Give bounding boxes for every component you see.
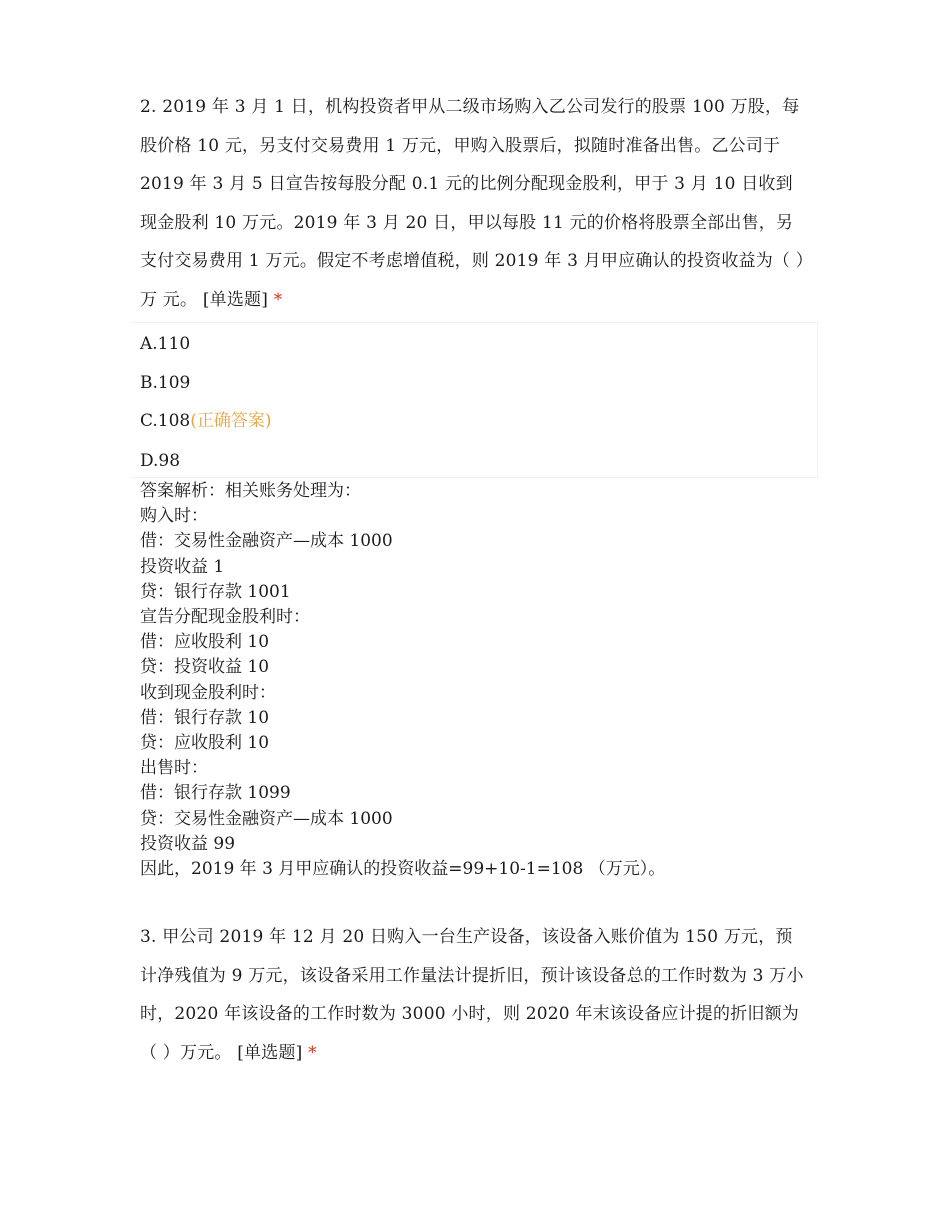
analysis-line: 贷：交易性金融资产—成本 1000 [140, 808, 393, 829]
analysis-line: 答案解析：相关账务处理为： [140, 481, 361, 501]
analysis-line: 投资收益 99 [140, 833, 236, 854]
question-2-options [131, 322, 818, 478]
required-marker: * [308, 1042, 317, 1063]
required-marker: * [273, 289, 283, 310]
analysis-line: 出售时： [140, 758, 208, 779]
answer-analysis [140, 479, 840, 882]
option-a[interactable]: A.110 [140, 334, 191, 354]
question-type-label: [单选题] [202, 289, 269, 310]
option-b[interactable]: B.109 [140, 373, 191, 393]
question-2-text: 2. 2019 年 3 月 1 日，机构投资者甲从二级市场购入乙公司发行的股票 100 万股，每股价格 10 元，另支付交易费用 1 万元，甲购入股票后，拟随时准备出售。乙公司于 2019 年 3 月 5 日宣告按每股分配 0.1 元的比例分配现金股利，甲于 3 月 10 日收到现金股利 10 万元。2019 年 3 月 20 日，甲以每股 11 元的价格将股票全部出售，另支付交易费用 1 万元。假定不考虑增值税，则 2019 年 3 月甲应确认的投资收益为（ ）万 元。 [140, 97, 805, 310]
analysis-line: 借：应收股利 10 [140, 632, 270, 653]
question-3-text: 3. 甲公司 2019 年 12 月 20 日购入一台生产设备，该设备入账价值为 150 万元，预计净残值为 9 万元，该设备采用工作量法计提折旧，预计该设备总的工作时数为 3 万小时，2020 年该设备的工作时数为 3000 小时，则 2020 年末该设备应计提的折旧额为（ ）万元。 [140, 927, 804, 1063]
analysis-line: 贷：应收股利 10 [140, 733, 270, 754]
option-d[interactable]: D.98 [140, 451, 181, 471]
option-c[interactable]: C.108(正确答案) [140, 411, 272, 431]
analysis-line: 借：银行存款 10 [140, 707, 270, 728]
analysis-line: 贷：银行存款 1001 [140, 581, 291, 602]
question-2 [140, 88, 805, 319]
analysis-line: 借：银行存款 1099 [140, 783, 291, 804]
analysis-line: 购入时： [140, 506, 208, 527]
question-type-label: [单选题] [237, 1042, 303, 1063]
correct-answer-tag: (正确答案) [190, 411, 272, 431]
analysis-line: 宣告分配现金股利时： [140, 607, 310, 628]
analysis-line: 收到现金股利时： [140, 682, 276, 703]
analysis-line: 因此，2019 年 3 月甲应确认的投资收益=99+10-1=108 （万元）。 [140, 859, 666, 880]
analysis-line: 投资收益 1 [140, 556, 225, 577]
question-3 [140, 918, 805, 1072]
analysis-line: 借：交易性金融资产—成本 1000 [140, 531, 393, 552]
analysis-line: 贷：投资收益 10 [140, 657, 270, 678]
